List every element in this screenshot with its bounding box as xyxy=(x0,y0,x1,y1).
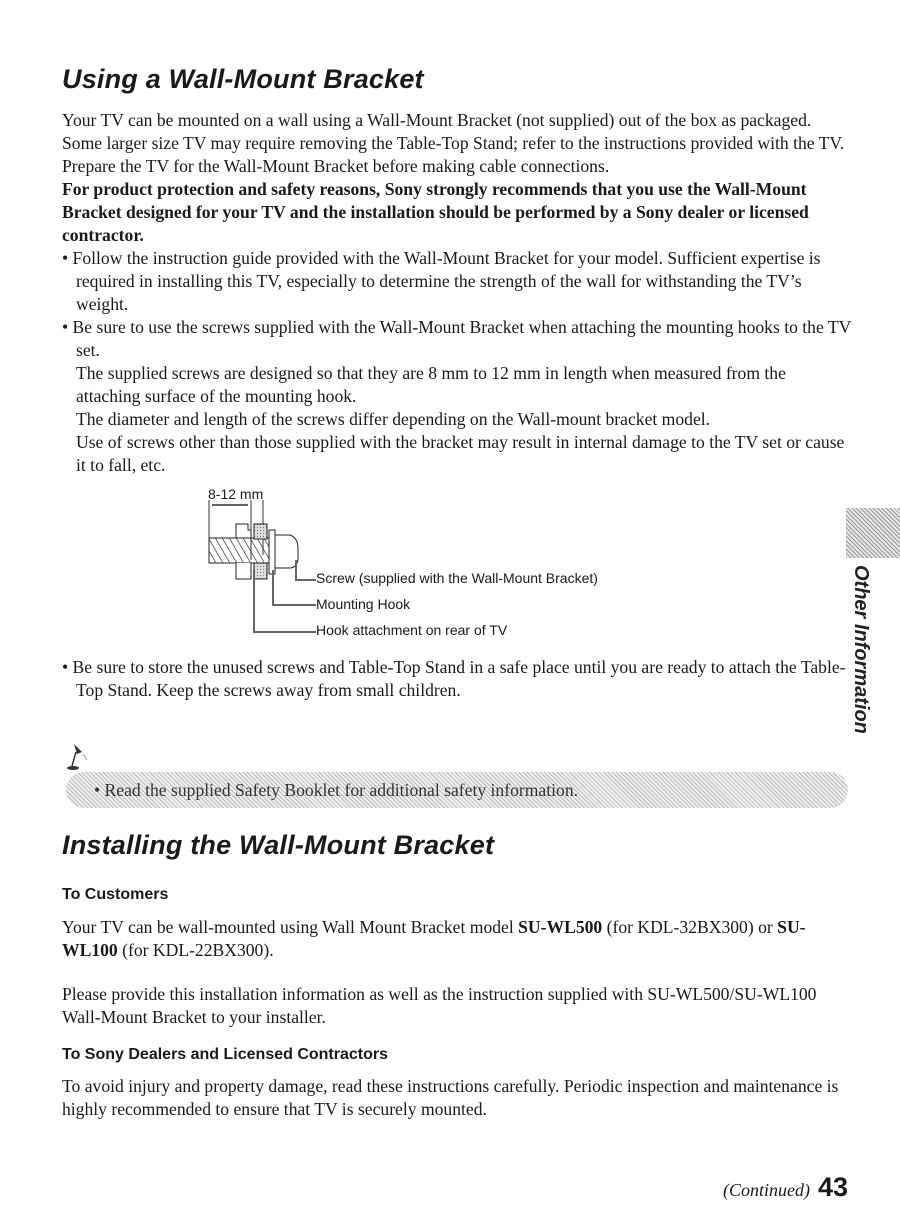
model-su-wl100: SU-WL100 xyxy=(62,917,806,960)
section-title-installing-bracket: Installing the Wall-Mount Bracket xyxy=(62,830,495,860)
screw-diameter-note: The diameter and length of the screws differ depending on the Wall-mount bracket model. xyxy=(76,409,711,429)
bullet-store-screws: • Be sure to store the unused screws and Table-Top Stand in a safe place until you are ready to attach the Table-Top Stand. Keep the screws away from small children. xyxy=(62,657,846,700)
safety-recommendation: For product protection and safety reasons, Sony strongly recommends that you use the Wall-Mount Bracket designed for your TV and the installation should be performed by a Sony dealer or licensed contractor. xyxy=(62,179,809,245)
customers-heading: To Customers xyxy=(62,886,169,903)
customers-paragraph-2: Please provide this installation information as well as the instruction supplied with SU-WL500/SU-WL100 Wall-Mount Bracket to your installer. xyxy=(62,984,817,1027)
label-mounting-hook: Mounting Hook xyxy=(316,596,411,612)
text: Your TV can be wall-mounted using Wall Mount Bracket model xyxy=(62,917,519,937)
text: (for KDL-32BX300) or xyxy=(602,917,778,937)
section1-body xyxy=(62,109,852,477)
prepare-paragraph: Prepare the TV for the Wall-Mount Bracket before making cable connections. xyxy=(62,156,610,176)
label-screw: Screw (supplied with the Wall-Mount Bracket) xyxy=(316,570,598,586)
side-tab-label: Other Information xyxy=(850,565,872,734)
dealers-paragraph: To avoid injury and property damage, read these instructions carefully. Periodic inspection and maintenance is highly recommended to ensure that TV is securely mounted. xyxy=(62,1076,839,1119)
bullet-instruction-guide: • Follow the instruction guide provided with the Wall-Mount Bracket for your model. Sufficient expertise is required in installing this TV, especially to determine the strength of the wall for withstanding the TV’s weight. xyxy=(62,248,821,314)
safety-tip-box: • Read the supplied Safety Booklet for additional safety information. xyxy=(66,772,848,808)
screw-warning-note: Use of screws other than those supplied with the bracket may result in internal damage to the TV set or cause it to fall, etc. xyxy=(76,432,845,475)
dealers-body xyxy=(62,1075,852,1121)
section-title-using-bracket: Using a Wall-Mount Bracket xyxy=(62,64,424,94)
dealers-heading: To Sony Dealers and Licensed Contractors xyxy=(62,1046,389,1063)
store-screws-block xyxy=(62,656,852,702)
page-number: 43 xyxy=(817,1172,848,1202)
intro-paragraph: Your TV can be mounted on a wall using a Wall-Mount Bracket (not supplied) out of the box as packaged. Some larger size TV may require removing the Table-Top Stand; refer to the instructions provided with the TV. xyxy=(62,110,845,153)
text: (for KDL-22BX300). xyxy=(117,940,274,960)
bullet-use-screws: • Be sure to use the screws supplied with the Wall-Mount Bracket when attaching the mounting hooks to the TV set. xyxy=(62,317,851,360)
page-footer xyxy=(723,1172,848,1203)
dimension-label: 8-12 mm xyxy=(208,486,264,502)
side-tab-marker xyxy=(846,508,900,558)
customers-paragraph-1 xyxy=(62,916,852,962)
model-su-wl500: SU-WL500 xyxy=(518,917,603,937)
continued-label: (Continued) xyxy=(722,1180,810,1200)
tip-lamp-icon xyxy=(64,742,88,772)
customers-body xyxy=(62,916,852,1029)
label-hook-attachment: Hook attachment on rear of TV xyxy=(316,622,508,638)
screw-length-note: The supplied screws are designed so that they are 8 mm to 12 mm in length when measured from the attaching surface of the mounting hook. xyxy=(76,363,786,406)
screw-diagram xyxy=(200,500,320,640)
